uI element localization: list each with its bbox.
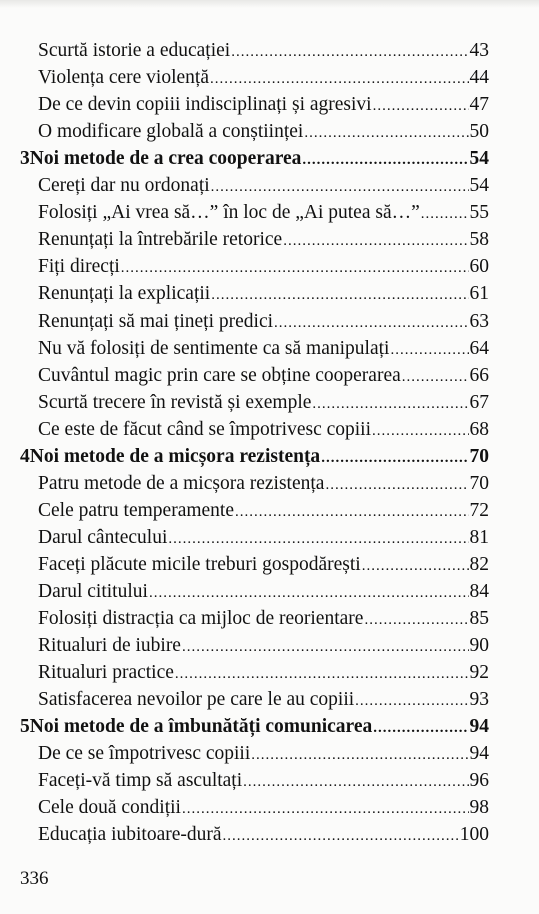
entry-page-number: 66 xyxy=(469,364,489,386)
toc-entry xyxy=(38,606,489,633)
toc-entry xyxy=(38,38,489,65)
toc-entry xyxy=(38,525,489,552)
dot-leader xyxy=(211,174,469,200)
entry-title: Ce este de făcut când se împotrivesc copiii xyxy=(38,418,372,440)
entry-title: Renunțați la explicații xyxy=(38,283,211,305)
entry-title: Violența cere violență xyxy=(38,67,209,89)
entry-page-number: 60 xyxy=(469,256,489,278)
entry-title: Cele două condiții xyxy=(38,797,181,819)
chapter-title: Noi metode de a crea cooperarea xyxy=(29,148,302,170)
page-top-edge xyxy=(0,0,539,8)
toc-entry xyxy=(38,660,489,687)
entry-title: Satisfacerea nevoilor pe care le au copiii xyxy=(38,689,355,711)
entry-page-number: 63 xyxy=(469,310,489,332)
entry-title: De ce devin copiii indisciplinați și agresivi xyxy=(38,94,372,116)
entry-title: Cereți dar nu ordonați xyxy=(38,175,210,197)
chapter-title: Noi metode de a micșora rezistența xyxy=(29,445,321,467)
dot-leader xyxy=(274,310,468,336)
entry-page-number: 82 xyxy=(469,553,489,575)
entry-title: Folosiți „Ai vrea să…” în loc de „Ai putea să…” xyxy=(38,202,420,224)
page-number: 336 xyxy=(20,868,49,889)
entry-page-number: 94 xyxy=(469,743,489,765)
entry-page-number: 70 xyxy=(469,472,489,494)
dot-leader xyxy=(175,661,469,687)
entry-page-number: 85 xyxy=(469,608,489,630)
dot-leader xyxy=(235,499,469,525)
entry-page-number: 68 xyxy=(469,418,489,440)
entry-title: Ritualuri de iubire xyxy=(38,635,181,657)
entry-page-number: 44 xyxy=(469,67,489,89)
toc-chapter-entry xyxy=(20,146,489,173)
entry-page-number: 92 xyxy=(469,662,489,684)
dot-leader xyxy=(211,282,468,308)
toc-entry xyxy=(38,795,489,822)
dot-leader xyxy=(390,337,468,363)
dot-leader xyxy=(283,228,468,254)
dot-leader xyxy=(182,634,469,660)
entry-page-number: 50 xyxy=(469,121,489,143)
entry-page-number: 98 xyxy=(469,797,489,819)
toc-entry xyxy=(38,417,489,444)
toc-entry xyxy=(38,254,489,281)
toc-entry xyxy=(38,119,489,146)
entry-title: Faceți plăcute micile treburi gospodărești xyxy=(38,553,361,575)
dot-leader xyxy=(302,147,468,173)
toc-entry xyxy=(38,822,489,849)
dot-leader xyxy=(210,66,469,92)
toc-entry xyxy=(38,309,489,336)
toc-entry xyxy=(38,200,489,227)
entry-page-number: 96 xyxy=(469,770,489,792)
dot-leader xyxy=(372,418,468,444)
entry-title: Nu vă folosiți de sentimente ca să manipulați xyxy=(38,337,390,359)
dot-leader xyxy=(321,445,468,471)
dot-leader xyxy=(149,580,469,606)
toc-entry xyxy=(38,498,489,525)
entry-page-number: 61 xyxy=(469,283,489,305)
entry-page-number: 90 xyxy=(469,635,489,657)
entry-title: O modificare globală a conștiinței xyxy=(38,121,304,143)
entry-page-number: 64 xyxy=(469,337,489,359)
dot-leader xyxy=(243,769,468,795)
toc-entry xyxy=(38,633,489,660)
entry-title: Ritualuri practice xyxy=(38,662,174,684)
entry-title: Educația iubitoare-dură xyxy=(38,824,222,846)
entry-page-number: 84 xyxy=(469,581,489,602)
entry-title: Darul cititului xyxy=(38,581,148,602)
dot-leader xyxy=(251,742,468,768)
entry-page-number: 94 xyxy=(469,716,489,738)
toc-entry xyxy=(38,227,489,254)
entry-page-number: 100 xyxy=(459,824,489,846)
entry-page-number: 70 xyxy=(469,445,489,467)
toc-entry xyxy=(38,336,489,363)
entry-page-number: 55 xyxy=(469,202,489,224)
dot-leader xyxy=(402,364,469,390)
entry-page-number: 54 xyxy=(469,148,489,170)
dot-leader xyxy=(312,391,468,417)
dot-leader xyxy=(168,526,468,552)
dot-leader xyxy=(231,39,468,65)
dot-leader xyxy=(373,715,468,741)
entry-title: Cele patru temperamente xyxy=(38,499,234,521)
toc-entry xyxy=(38,281,489,308)
toc-entry xyxy=(38,65,489,92)
entry-page-number: 54 xyxy=(469,175,489,197)
dot-leader xyxy=(355,688,468,714)
toc-entry xyxy=(38,173,489,200)
dot-leader xyxy=(362,553,469,579)
toc-entry xyxy=(38,768,489,795)
toc-entry xyxy=(38,687,489,714)
entry-page-number: 93 xyxy=(469,689,489,711)
entry-title: Fiți direcți xyxy=(38,256,120,278)
entry-title: Cuvântul magic prin care se obține cooperarea xyxy=(38,364,401,386)
toc-entry xyxy=(38,390,489,417)
entry-page-number: 43 xyxy=(469,40,489,61)
entry-title: Scurtă istorie a educației xyxy=(38,40,231,61)
toc-entry xyxy=(38,552,489,579)
toc-entry xyxy=(38,363,489,390)
entry-title: Renunțați la întrebările retorice xyxy=(38,229,283,251)
dot-leader xyxy=(421,201,469,227)
dot-leader xyxy=(325,472,468,498)
entry-title: Darul cântecului xyxy=(38,526,168,548)
toc-chapter-entry xyxy=(20,444,489,471)
chapter-number: 4 xyxy=(20,445,30,467)
entry-title: Patru metode de a micșora rezistența xyxy=(38,472,325,494)
dot-leader xyxy=(121,255,469,281)
dot-leader xyxy=(182,796,469,822)
entry-page-number: 47 xyxy=(469,94,489,116)
entry-title: De ce se împotrivesc copiii xyxy=(38,743,251,765)
chapter-number: 5 xyxy=(20,716,30,738)
entry-page-number: 58 xyxy=(469,229,489,251)
dot-leader xyxy=(364,607,468,633)
entry-page-number: 72 xyxy=(469,499,489,521)
dot-leader xyxy=(304,120,468,146)
entry-title: Folosiți distracția ca mijloc de reorientare xyxy=(38,608,364,630)
chapter-number: 3 xyxy=(20,148,30,170)
toc-entry xyxy=(38,579,489,606)
toc-entry xyxy=(38,92,489,119)
toc-entry xyxy=(38,471,489,498)
entry-title: Faceți-vă timp să ascultați xyxy=(38,770,243,792)
toc-entry xyxy=(38,741,489,768)
entry-title: Renunțați să mai țineți predici xyxy=(38,310,274,332)
entry-page-number: 81 xyxy=(469,526,489,548)
toc-chapter-entry xyxy=(20,714,489,741)
dot-leader xyxy=(373,93,469,119)
entry-page-number: 67 xyxy=(469,391,489,413)
chapter-title: Noi metode de a îmbunătăți comunicarea xyxy=(29,716,373,738)
dot-leader xyxy=(223,823,459,849)
entry-title: Scurtă trecere în revistă și exemple xyxy=(38,391,312,413)
